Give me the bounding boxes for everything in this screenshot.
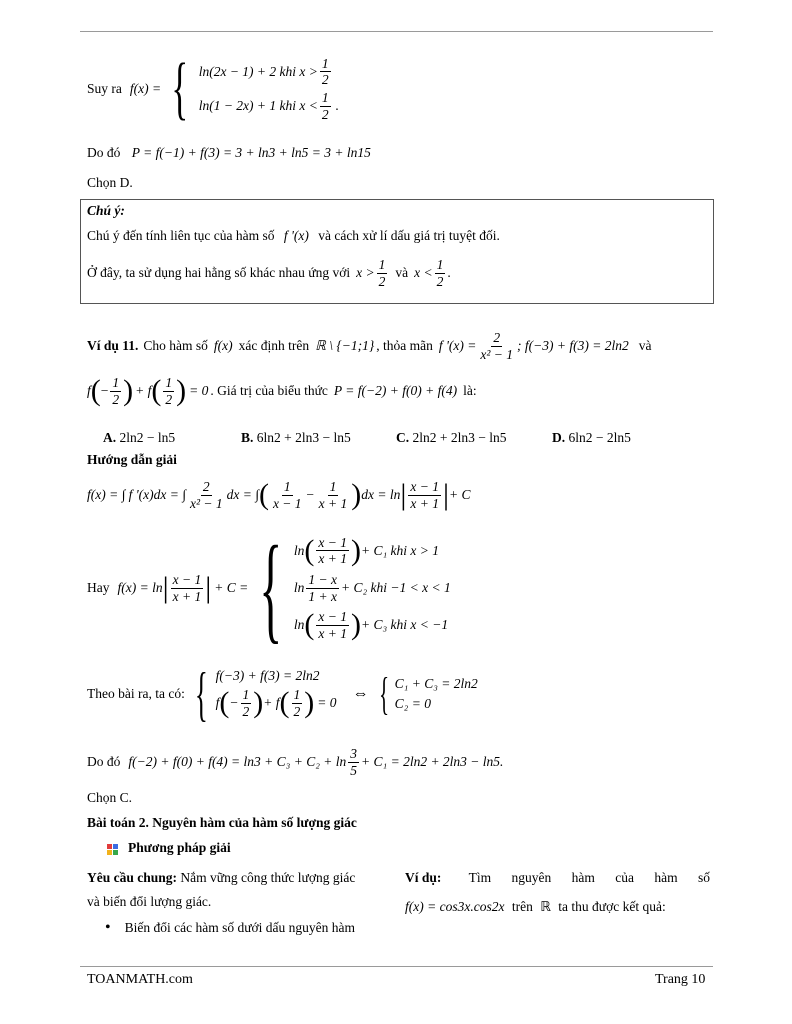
- example-11-line-2: f ( − $\frac{1}{2}$ ) + f ( $\frac{1}{2}$ ) = 0 . Giá trị của biểu thức P = f(−2) + f(0) + f(4) là:: [87, 374, 477, 407]
- option-c: C. 2ln2 + 2ln3 − ln5: [396, 430, 507, 445]
- suy-ra-cases: ln(2x − 1) + 2 khi x > $\frac{1}{2}$ ln(1 − 2x) + 1 khi x < $\frac{1}{2}$ .: [198, 55, 340, 122]
- theo-block: Theo bài ra, ta có: { f(−3) + f(3) = 2ln2 f ( − $\frac{1}{2}$ ) + f ( $\frac{1}{2}$ ) = 0 ⇔ { C₁ + C₃ = 2ln2 C₂ = 0: [87, 661, 478, 727]
- section-title: Bài toán 2. Nguyên hàm của hàm số lượng giác: [87, 815, 357, 830]
- option-b: B. 6ln2 + 2ln3 − ln5: [241, 430, 351, 445]
- do-do-line: Do đó P = f(−1) + f(3) = 3 + ln3 + ln5 = 3 + ln15: [87, 145, 371, 160]
- solution-heading: Hướng dẫn giải: [87, 452, 177, 467]
- option-d: D. 6ln2 − 2ln5: [552, 430, 631, 445]
- right-column: Ví dụ: Tìm nguyên hàm của hàm số f(x) = cos3x.cos2x trên ℝ ta thu được kết quả:: [405, 870, 710, 914]
- ln-cases: ln ( $\frac{x - 1}{x + 1}$ ) + C₁ khi x > 1 ln $\frac{1 - x}{1 + x}$ + C₂ khi −1 < x < 1 ln ( $\frac{x - 1}{x + 1}$ ) + C₃ khi x < −1: [293, 533, 451, 642]
- suy-ra-block: [87, 50, 340, 127]
- hay-block: Hay f(x) = ln | $\frac{x - 1}{x + 1}$ | + C = { ln ( $\frac{x - 1}{x + 1}$ ) + C₁ khi x > 1 ln $\frac{1 - x}{1 + x}$ + C₂ khi −1 < x < 1 ln ( $\frac{x - 1}{x + 1}$ ) + C₃ khi x < −1: [87, 521, 451, 654]
- header-rule: [80, 31, 713, 32]
- example-11-line-1: Ví dụ 11. Cho hàm số f(x) xác định trên ℝ \ {−1;1} , thỏa mãn f '(x) = $\frac{2}{\text{x² − 1}}$ ; f(−3) + f(3) = 2ln2 và: [87, 330, 652, 362]
- suy-ra-f: f(x) =: [129, 81, 162, 96]
- chon-c: Chọn C.: [87, 790, 133, 805]
- left-brace: {: [171, 50, 189, 127]
- suy-ra-label: Suy ra: [87, 81, 122, 96]
- footer-page-number: Trang 10: [655, 972, 706, 987]
- case-line-2: ln(1 − 2x) + 1 khi x <: [198, 98, 318, 114]
- option-a: A. 2ln2 − ln5: [103, 430, 176, 445]
- method-icon: [107, 843, 118, 854]
- integral-line: f(x) = ∫ f '(x)dx = ∫ $\frac{2}{\text{x² − 1}}$ dx = ∫ ( $\frac{1}{x - 1}$ − $\frac{1}{x + 1}$ ) dx = ln | $\frac{x - 1}{x + 1}$ | + C: [87, 478, 471, 511]
- bullet-icon: •: [105, 919, 111, 936]
- do-do-2-line: Do đó f(−2) + f(0) + f(4) = ln3 + C₃ + C₂ + ln $\frac{3}{5}$ + C₁ = 2ln2 + 2ln3 − ln5.: [87, 746, 504, 778]
- case-line-1: ln(2x − 1) + 2 khi x >: [198, 63, 318, 79]
- cases-brace: {: [259, 521, 283, 654]
- chon-d: Chọn D.: [87, 175, 133, 190]
- left-column: Yêu cầu chung: Nắm vững công thức lượng giác và biến đổi lượng giác. • Biến đổi các hàm số dưới dấu nguyên hàm: [87, 870, 356, 936]
- note-line-2: Ở đây, ta sử dụng hai hằng số khác nhau ứng với x > $\frac{1}{2}$ và x < $\frac{1}{2}$ .: [87, 257, 451, 289]
- footer-rule: [80, 966, 713, 967]
- equivalence-arrow: ⇔: [352, 685, 369, 702]
- note-line-1: Chú ý đến tính liên tục của hàm số f '(x) và cách xử lí dấu giá trị tuyệt đối.: [87, 228, 500, 243]
- method-heading: Phương pháp giải: [107, 840, 231, 856]
- footer-site: TOANMATH.com: [87, 972, 193, 987]
- note-title: Chú ý:: [87, 203, 125, 218]
